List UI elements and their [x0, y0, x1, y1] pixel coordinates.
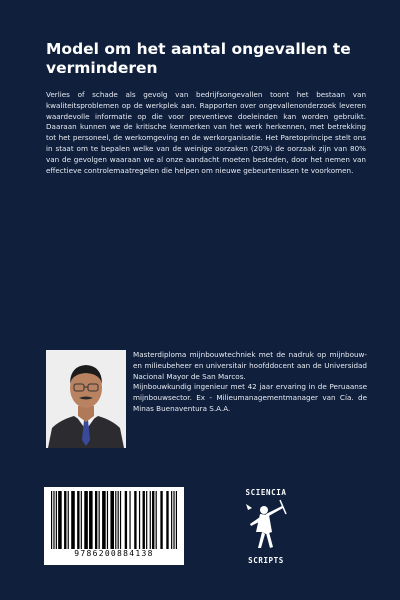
book-title: Model om het aantal ongevallen te verminderen [46, 40, 351, 77]
barcode-bar [129, 491, 130, 549]
barcode-bar [146, 491, 147, 549]
author-bio [133, 350, 367, 415]
publisher-logo [236, 484, 296, 570]
barcode-bar [134, 491, 136, 549]
barcode-bar [110, 491, 114, 549]
barcode-bar [115, 491, 116, 549]
barcode-bar [156, 491, 157, 549]
barcode-bar [176, 491, 177, 549]
barcode-bar [152, 491, 154, 549]
barcode-bar [120, 491, 121, 549]
barcode-bars [49, 491, 179, 549]
barcode-bar [56, 491, 57, 549]
barcode-bar [58, 491, 62, 549]
barcode-bar [166, 491, 168, 549]
barcode-bar [139, 491, 140, 549]
barcode-bar [143, 491, 145, 549]
isbn-barcode [44, 487, 184, 565]
barcode-bar [118, 491, 119, 549]
publisher-name-top: SCIENCIA [245, 488, 287, 497]
barcode-bar [84, 491, 88, 549]
barcode-bar [102, 491, 106, 549]
barcode-bar [51, 491, 52, 549]
book-description: Verlies of schade als gevolg van bedrijfsongevallen toont het bestaan van kwaliteitsproblemen op de werkplek aan. Rapporten over ongevallenonderzoek leveren waardevolle informatie op die voor preventieve doeleinden kan worden gebruikt. Daaraan kunnen we de kritische kenmerken van het werk herkennen, met betrekking tot het personeel, de werkomgeving en de werkorganisatie. Het Paretoprincipe stelt ons in staat om te bepalen welke van de weinige oorzaken (20%) de oorzaak zijn van 80% van de gevolgen waaraan we al onze aandacht moeten besteden, door het nemen van effectieve controlemaatregelen die helpen om nieuwe gebeurtenissen te voorkomen. [46, 90, 366, 175]
barcode-bar [64, 491, 66, 549]
barcode-bar [150, 491, 151, 549]
author-bio-paragraph: Masterdiploma mijnbouwtechniek met de nadruk op mijnbouw- en milieubeheer en universitair hoofddocent aan de Universidad Nacional Mayor de San Marcos. [133, 350, 367, 381]
barcode-bar [125, 491, 127, 549]
barcode-bar [71, 491, 75, 549]
barcode-bar [77, 491, 79, 549]
barcode-bar [99, 491, 100, 549]
isbn-number: 9786200884138 [74, 549, 154, 558]
barcode-bar [53, 491, 54, 549]
author-portrait-image [46, 350, 126, 448]
author-photo [46, 350, 126, 448]
author-bio-paragraph: Mijnbouwkundig ingenieur met 42 jaar ervaring in de Peruaanse mijnbouwsector. Ex - Milieumanagementmanager van Cía. de Minas Buenaventura S.A.A. [133, 382, 367, 413]
barcode-bar [95, 491, 97, 549]
barcode-bar [89, 491, 93, 549]
barcode-bar [171, 491, 172, 549]
barcode-bar [68, 491, 69, 549]
publisher-name-bottom: SCRIPTS [248, 556, 284, 565]
barcode-bar [81, 491, 82, 549]
barcode-bar [173, 491, 174, 549]
barcode-bar [107, 491, 108, 549]
barcode-bar [160, 491, 162, 549]
